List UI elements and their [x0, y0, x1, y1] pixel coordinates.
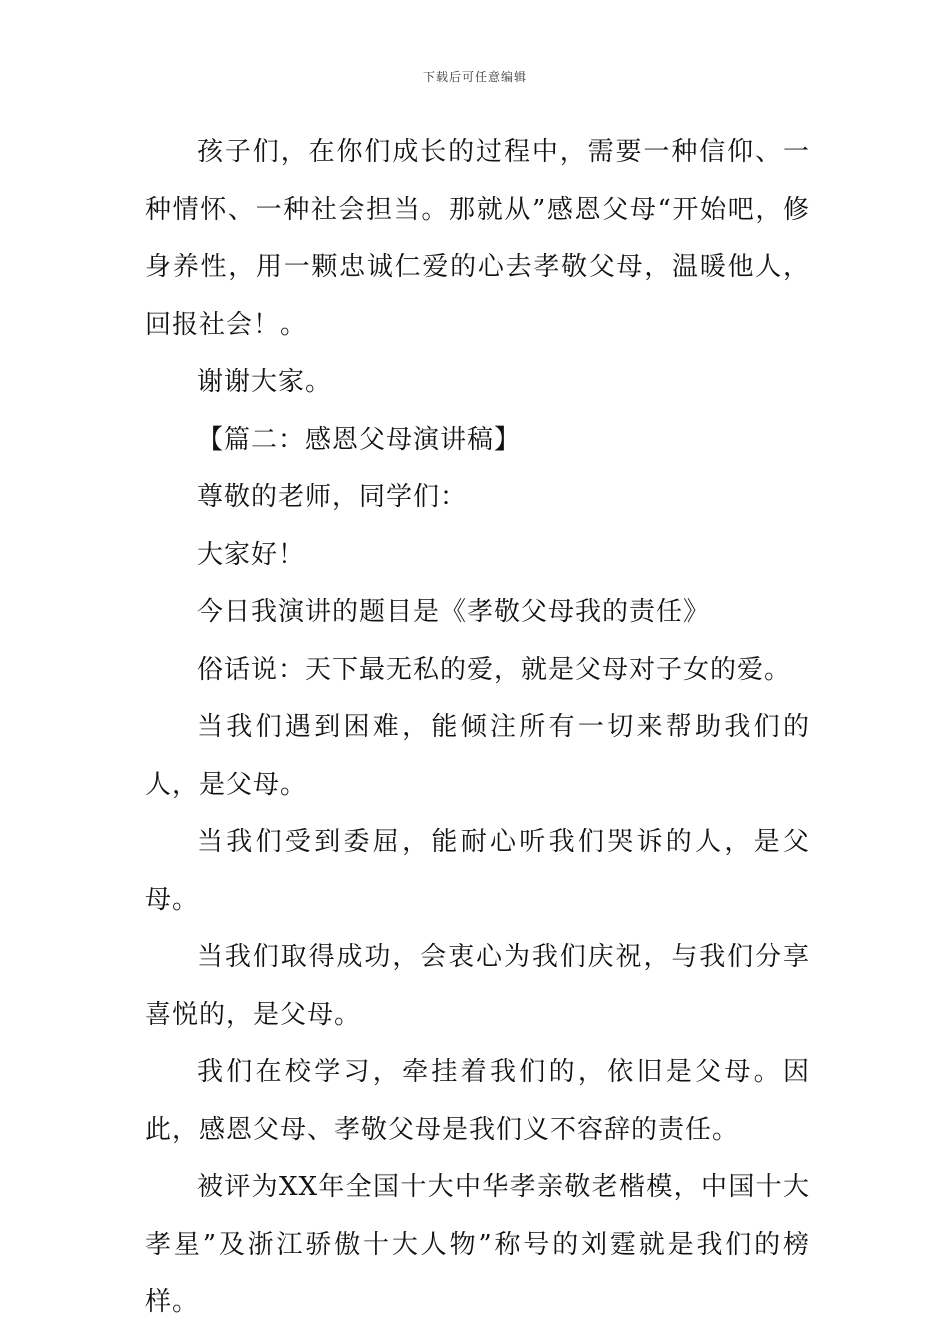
paragraph-role-model: 被评为XX年全国十大中华孝亲敬老楷模，中国十大孝星”及浙江骄傲十大人物”称号的刘霆就是我们的榜样。	[145, 1172, 810, 1317]
document-body	[145, 124, 810, 1332]
paragraph-responsibility: 我们在校学习，牵挂着我们的，依旧是父母。因此，感恩父母、孝敬父母是我们义不容辞的责任。	[145, 1057, 810, 1145]
paragraph-difficulty: 当我们遇到困难，能倾注所有一切来帮助我们的人，是父母。	[145, 712, 810, 800]
paragraph-success: 当我们取得成功，会衷心为我们庆祝，与我们分享喜悦的，是父母。	[145, 942, 810, 1030]
paragraph-grievance: 当我们受到委屈，能耐心听我们哭诉的人，是父母。	[145, 827, 810, 915]
paragraph-topic: 今日我演讲的题目是《孝敬父母我的责任》	[197, 597, 711, 627]
paragraph-closing-appeal: 孩子们，在你们成长的过程中，需要一种信仰、一种情怀、一种社会担当。那就从”感恩父母“开始吧，修身养性，用一颗忠诚仁爱的心去孝敬父母，温暖他人，回报社会！。	[145, 137, 810, 340]
header-note: 下载后可任意编辑	[422, 70, 527, 84]
paragraph-thanks: 谢谢大家。	[197, 367, 333, 397]
paragraph-salutation: 尊敬的老师，同学们：	[197, 482, 468, 512]
paragraph-proverb: 俗话说：天下最无私的爱，就是父母对子女的爱。	[197, 654, 792, 685]
paragraph-greeting: 大家好！	[197, 539, 306, 570]
section-heading: 【篇二：感恩父母演讲稿】	[197, 424, 522, 455]
